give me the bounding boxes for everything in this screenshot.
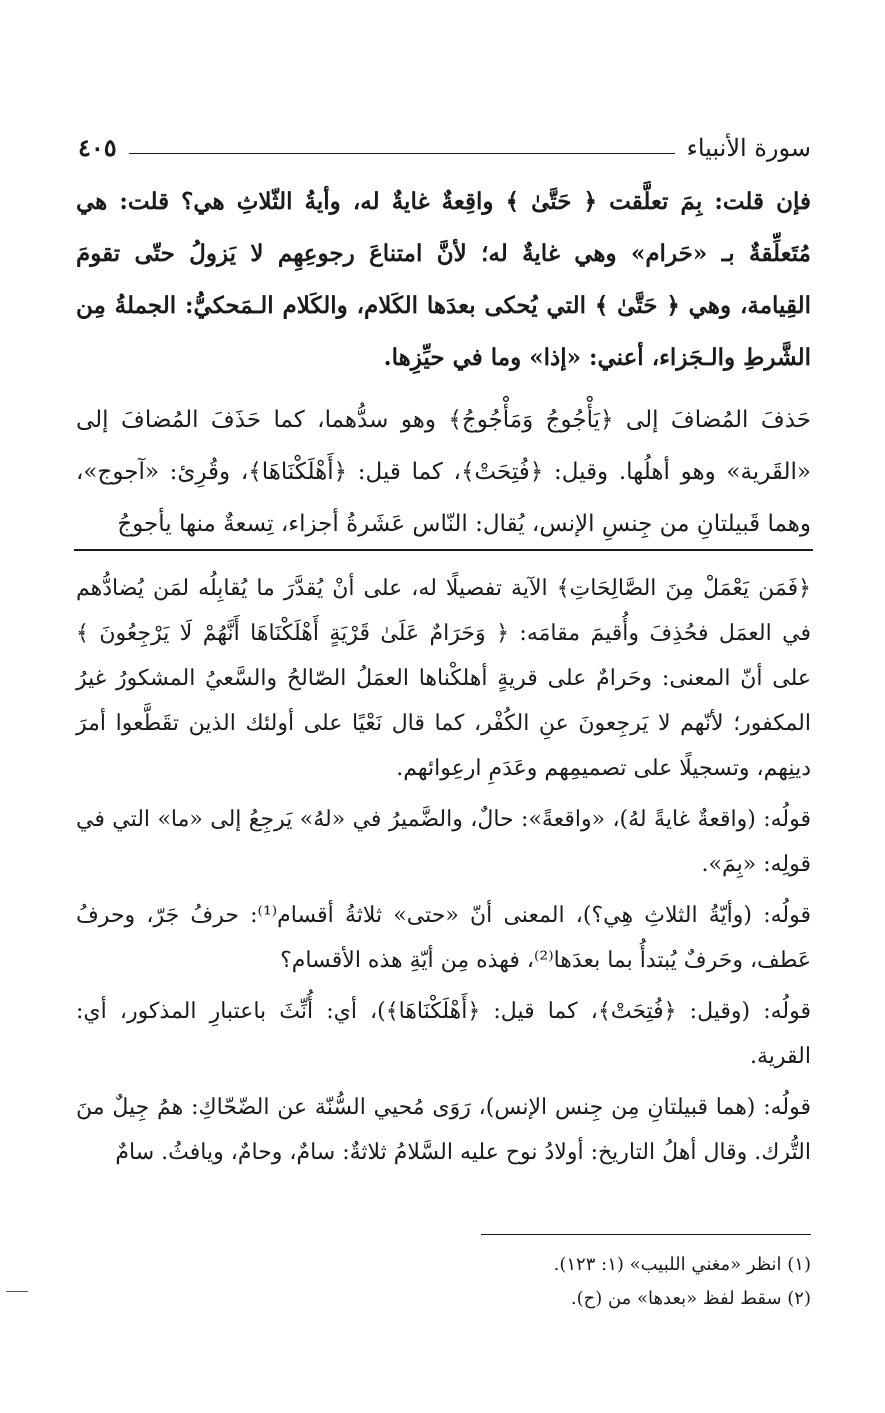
footnote: (١) انظر «مغني اللبيب» (١: ١٢٣). bbox=[553, 1254, 811, 1275]
commentary-paragraph: قولُه: (وقيل: ﴿فُتِحَتْ﴾، كما قيل: ﴿أَهْلَكْنَاهَا﴾)، أي: أُنِّثَ باعتبارِ المذكور، أي: القرية. bbox=[76, 999, 811, 1069]
main-text bbox=[76, 176, 811, 560]
footnote-rule bbox=[481, 1234, 811, 1235]
commentary-paragraph: قولُه: (وأيّةُ الثلاثِ هِي؟)، المعنى أنّ «حتى» ثلاثةُ أقسام⁽¹⁾: حرفُ جَرّ، وحرفُ عَطف، وحَرفٌ يُبتدأُ بما بعدَها⁽²⁾، فهذه مِن أيّةِ هذه الأقسام؟ bbox=[76, 903, 811, 973]
footnotes bbox=[76, 1248, 811, 1316]
main-paragraph: فإن قلت: بِمَ تعلَّقت ﴿ حَتَّىٰ ﴾ واقِعةٌ غايةٌ له، وأيةُ الثّلاثِ هي؟ قلت: هي مُتَعلِّقةٌ بـ «حَرام» وهي غايةٌ له؛ لأنَّ امتناعَ رجوعِهِم لا يَزولُ حتّى تقومَ القِيامة، وهي ﴿ حَتَّىٰ ﴾ التي يُحكى بعدَها الكَلام، والكَلام الـمَحكيُّ: الجملةُ مِن الشَّرطِ والـجَزاء، أعني: «إذا» وما في حيِّزِها. bbox=[76, 188, 811, 371]
surah-title: سورة الأنبياء bbox=[686, 134, 811, 162]
page-number: ٤٠٥ bbox=[78, 133, 117, 162]
commentary bbox=[76, 566, 811, 1181]
header-rule bbox=[129, 153, 675, 154]
footnote: (٢) سقط لفظ «بعدها» من (ح). bbox=[570, 1288, 811, 1309]
text-separator bbox=[74, 549, 813, 551]
commentary-paragraph: ﴿فَمَن يَعْمَلْ مِنَ الصَّالِحَاتِ﴾ الآية تفصيلًا له، على أنْ يُقدَّرَ ما يُقابِلُه لمَن يُضادُّهم في العمَل فحُذِفَ وأُقيمَ مقامَه: ﴿ وَحَرَامٌ عَلَىٰ قَرْيَةٍ أَهْلَكْنَاهَا أَنَّهُمْ لَا يَرْجِعُونَ ﴾ على أنّ المعنى: وحَرامٌ على قريةٍ أهلكْناها العمَلُ الصّالحُ والسَّعيُ المشكورُ غيرُ المكفور؛ لأنّهم لا يَرجِعونَ عنِ الكُفْر، كما قال نَعْيًا على أولئك الذين تقَطَّعوا أمرَ دينِهم، وتسجيلًا على تصميمِهم وعَدَمِ ارعِوائهم. bbox=[76, 576, 811, 781]
running-header bbox=[78, 122, 811, 162]
commentary-paragraph: قولُه: (هما قبيلتانِ مِن جِنس الإنس)، رَوَى مُحيي السُّنّة عن الضّحّاكِ: همُ جِيلٌ منَ التُّرك. وقال أهلُ التاريخ: أولادُ نوح عليه السَّلامُ ثلاثةٌ: سامٌ، وحامٌ، ويافثُ. سامٌ bbox=[76, 1095, 811, 1165]
commentary-paragraph: قولُه: (واقعةٌ غايةً لهُ)، «واقعةً»: حالٌ، والضَّميرُ في «لهُ» يَرجِعُ إلى «ما» التي في قولِه: «بِمَ». bbox=[76, 807, 811, 877]
main-paragraph: حَذفَ المُضافَ إلى ﴿يَأْجُوجُ وَمَأْجُوجُ﴾ وهو سدُّهما، كما حَذَفَ المُضافَ إلى «القَرية» وهو أهلُها. وقيل: ﴿فُتِحَتْ﴾، كما قيل: ﴿أَهْلَكْنَاهَا﴾، وقُرِئ: «آجوج»، وهما قَبيلتانِ من جِنسِ الإنس، يُقال: النّاس عَشَرةُ أجزاء، تِسعةٌ منها يأجوجُ bbox=[76, 407, 811, 537]
margin-mark bbox=[6, 1291, 28, 1292]
